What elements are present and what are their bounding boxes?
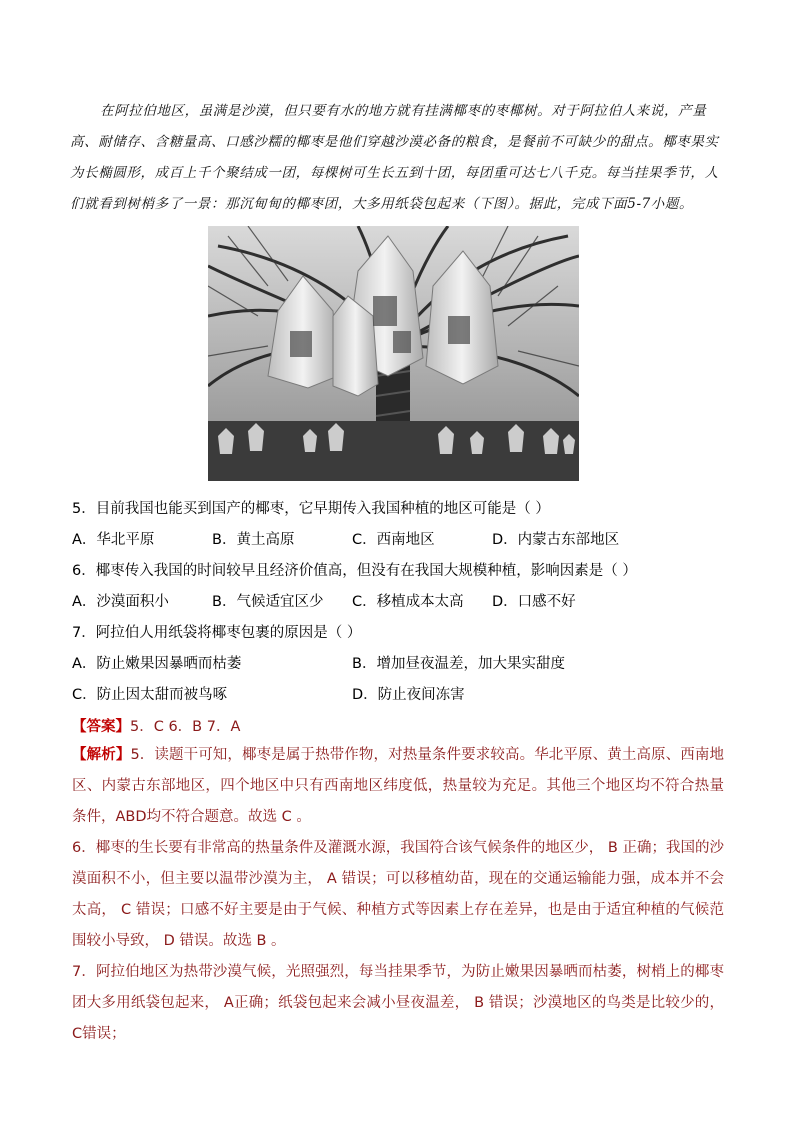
- analysis-block: [72, 740, 724, 1050]
- q7-option-c: C．防止因太甜而被鸟啄: [72, 687, 228, 703]
- q5-option-c: C．西南地区: [352, 532, 435, 548]
- q7-option-b: B．增加昼夜温差，加大果实甜度: [352, 656, 565, 672]
- q5-option-a: A．华北平原: [72, 532, 155, 548]
- q6-option-a: A．沙漠面积小: [72, 594, 169, 610]
- q6-option-c: C．移植成本太高: [352, 594, 464, 610]
- date-palm-photo: [208, 226, 579, 481]
- q6-option-d: D．口感不好: [492, 594, 576, 610]
- analysis-tag: 【解析】: [72, 747, 131, 763]
- intro-passage: [70, 96, 728, 220]
- answer-text: 5．C 6．B 7．A: [130, 719, 241, 735]
- intro-paragraph: 在阿拉伯地区，虽满是沙漠，但只要有水的地方就有挂满椰枣的枣椰树。对于阿拉伯人来说，产量高、耐储存、含糖量高、口感沙糯的椰枣是他们穿越沙漠必备的粮食，是餐前不可缺少的甜点。椰枣果实为长椭圆形，成百上千个聚结成一团，每棵树可生长五到十团，每团重可达七八千克。每当挂果季节，人们就看到树梢多了一景：那沉甸甸的椰枣团，大多用纸袋包起来（下图）。据此，完成下面5-7小题。: [70, 103, 719, 212]
- question-6-stem: 6．椰枣传入我国的时间较早且经济价值高，但没有在我国大规模种植，影响因素是（ ）: [72, 563, 637, 579]
- answer-line: [72, 715, 240, 736]
- q5-option-b: B．黄土高原: [212, 532, 295, 548]
- q7-option-d: D．防止夜间冻害: [352, 687, 465, 703]
- question-7-stem: 7．阿拉伯人用纸袋将椰枣包裹的原因是（ ）: [72, 625, 362, 641]
- date-palm-illustration: [208, 226, 579, 481]
- q6-option-b: B．气候适宜区少: [212, 594, 324, 610]
- analysis-q5-text: 5．读题干可知，椰枣是属于热带作物，对热量条件要求较高。华北平原、黄土高原、西南地区、内蒙古东部地区，四个地区中只有西南地区纬度低，热量较为充足。其他三个地区均不符合热量条件，ABD均不符合题意。故选 C 。: [72, 747, 724, 825]
- question-5-stem: 5．目前我国也能买到国产的椰枣，它早期传入我国种植的地区可能是（ ）: [72, 501, 550, 517]
- analysis-q5: [72, 740, 724, 833]
- q7-option-a: A．防止嫩果因暴晒而枯萎: [72, 656, 242, 672]
- answer-tag: 【答案】: [72, 719, 130, 735]
- analysis-q6: 6．椰枣的生长要有非常高的热量条件及灌溉水源，我国符合该气候条件的地区少， B 正确；我国的沙漠面积不小，但主要以温带沙漠为主， A 错误；可以移植幼苗，现在的交通运输能力强，成本并不会太高， C 错误；口感不好主要是由于气候、种植方式等因素上存在差异，也是由于适宜种植的气候范围较小导致， D 错误。故选 B 。: [72, 840, 724, 949]
- q5-option-d: D．内蒙古东部地区: [492, 532, 620, 548]
- analysis-q7: 7．阿拉伯地区为热带沙漠气候，光照强烈，每当挂果季节，为防止嫩果因暴晒而枯萎，树梢上的椰枣团大多用纸袋包起来， A正确；纸袋包起来会减小昼夜温差， B 错误；沙漠地区的鸟类是比较少的， C错误；: [72, 964, 724, 1042]
